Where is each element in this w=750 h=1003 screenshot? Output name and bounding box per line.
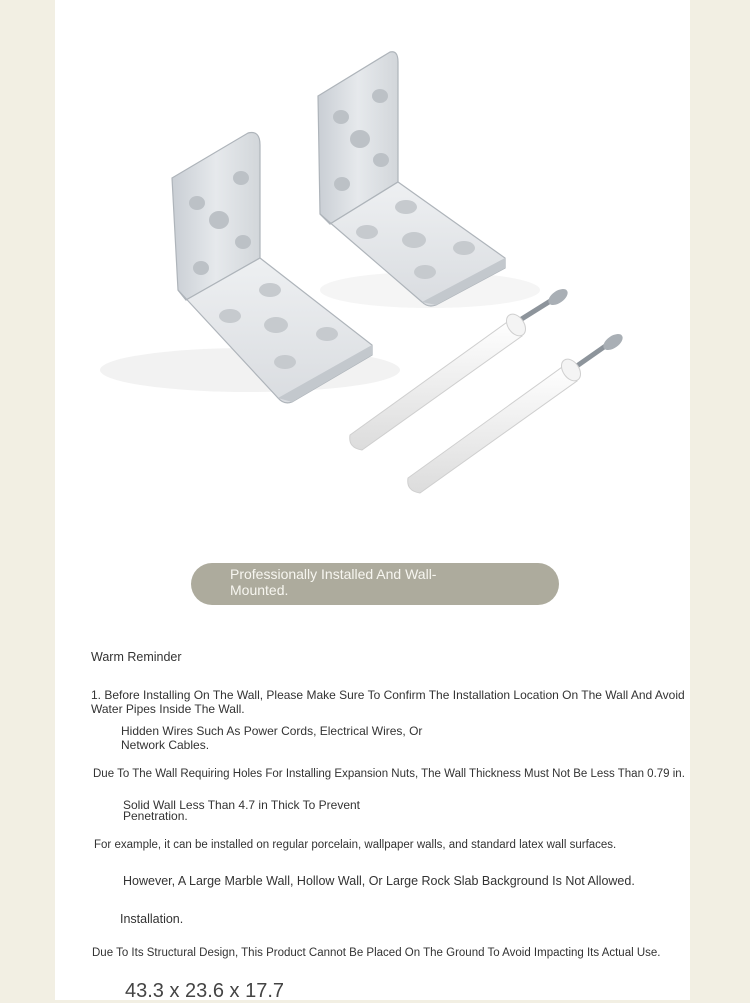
reminder-heading: Warm Reminder (91, 650, 182, 664)
reminder-item-1: 1. Before Installing On The Wall, Please Make Sure To Confirm The Installation Location On The Wall And Avoid Water Pipes Inside The Wall. (91, 688, 685, 716)
reminder-note-4: Due To Its Structural Design, This Product Cannot Be Placed On The Ground To Avoid Impacting Its Actual Use. (92, 947, 661, 959)
reminder-note-2: For example, it can be installed on regular porcelain, wallpaper walls, and standard latex wall surfaces. (94, 839, 617, 851)
reminder-note-3: However, A Large Marble Wall, Hollow Wall, Or Large Rock Slab Background Is Not Allowed. (123, 874, 635, 888)
reminder-sub-1: Hidden Wires Such As Power Cords, Electrical Wires, Or Network Cables. (121, 724, 423, 752)
right-bracket (318, 52, 505, 306)
reminder-note-1: Due To The Wall Requiring Holes For Installing Expansion Nuts, The Wall Thickness Must Not Be Less Than 0.79 in. (93, 768, 685, 780)
reminder-sub-3: Installation. (120, 912, 184, 926)
l-bracket-and-anchor-icon (55, 0, 690, 540)
dimensions-text: 43.3 x 23.6 x 17.7 (125, 980, 285, 1002)
install-banner (191, 563, 559, 605)
reminder-sub-2: Solid Wall Less Than 4.7 in Thick To Prevent Penetration. (123, 798, 361, 823)
install-banner-text: Professionally Installed And Wall-Mounted. (230, 566, 437, 598)
anchor-screw-2 (408, 331, 626, 493)
